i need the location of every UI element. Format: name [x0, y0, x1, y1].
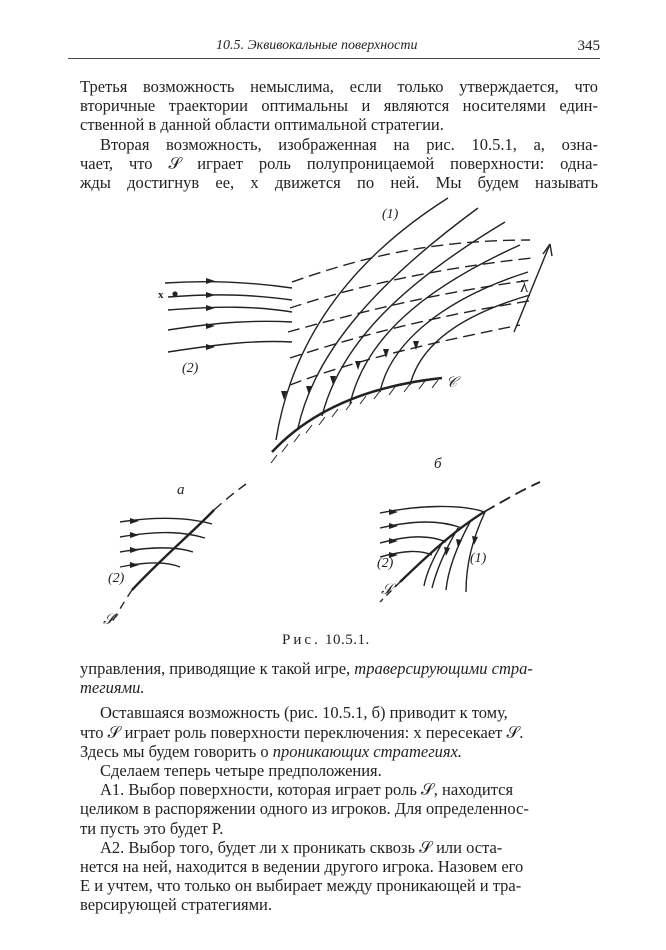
text-line: А2. Выбор того, будет ли x проникать сквозь 𝒮 или оста-	[100, 837, 503, 857]
caption-number: 10.5.1.	[325, 632, 370, 648]
text-line: чает, что 𝒮 играет роль полупроницаемой поверхности: одна-	[80, 153, 598, 173]
left-arrows	[206, 278, 215, 350]
figure-caption	[282, 632, 370, 649]
text-line: нется на ней, находится в ведении другого игрока. Назовем его	[80, 857, 524, 877]
text-line: версирующей стратегиями.	[80, 895, 273, 915]
label-curve2-a: (2)	[108, 571, 125, 586]
text-line	[80, 678, 598, 697]
trajectories-1	[276, 198, 530, 440]
text-line: что 𝒮 играет роль поверхности переключения: x пересекает 𝒮.	[80, 722, 524, 742]
page-number: 345	[577, 38, 600, 54]
running-title: 10.5. Эквивокальные поверхности	[216, 38, 418, 53]
label-curve2-b: (2)	[377, 556, 394, 571]
text-line: E и учтем, что только он выбирает между проникающей и тра-	[80, 876, 522, 896]
label-lambda: λ	[520, 277, 529, 296]
text-emphasis: тегиями.	[80, 678, 145, 698]
figure-lower-a	[103, 482, 246, 628]
boundary-hatching	[271, 380, 438, 463]
figure-lower-b	[377, 482, 540, 602]
paragraph-bottom	[80, 659, 598, 915]
label-panel-a: а	[177, 482, 185, 498]
label-surface-b: 𝒮	[381, 582, 393, 598]
figure-upper	[158, 198, 552, 472]
text-line: ственной в данной области оптимальной стратегии.	[80, 115, 444, 135]
x-point	[172, 291, 177, 296]
text-emphasis: проникающих стратегиях.	[272, 741, 463, 761]
text-line: жды достигнув ее, x движется по ней. Мы будем называть	[80, 173, 598, 193]
label-curve2-top: (2)	[182, 361, 199, 376]
text-line	[80, 659, 598, 678]
label-surface-a: 𝒮	[103, 612, 115, 628]
text-emphasis: траверсирующими стра-	[354, 659, 533, 678]
text-line	[80, 742, 598, 761]
trajectory-arrows	[281, 341, 419, 400]
text-line: Третья возможность немыслима, если только утверждается, что	[80, 77, 598, 96]
boundary-curve-c	[272, 378, 442, 452]
text-line: А1. Выбор поверхности, которая играет роль 𝒮, находится	[100, 780, 514, 800]
label-curve1-b: (1)	[470, 551, 487, 566]
text-run: управления, приводящие к такой игре,	[80, 659, 355, 678]
text-line: целиком в распоряжении одного из игроков. Для определеннос-	[80, 799, 529, 819]
text-line: ти пусть это будет P.	[80, 818, 224, 838]
text-line: Сделаем теперь четыре предположения.	[100, 761, 382, 781]
text-line: вторичные траектории оптимальны и являются носителями един-	[80, 96, 598, 116]
left-trajectories	[165, 282, 292, 352]
caption-prefix: Рис.	[282, 632, 321, 648]
label-curve1-top: (1)	[382, 207, 399, 222]
text-line: Вторая возможность, изображенная на рис. 10.5.1, а, озна-	[100, 134, 598, 154]
text-run: Здесь мы будем говорить о	[80, 741, 273, 761]
text-line: Оставшаяся возможность (рис. 10.5.1, б) приводит к тому,	[100, 703, 508, 723]
label-panel-b: б	[434, 456, 442, 472]
label-boundary: 𝒞	[446, 375, 457, 391]
label-x: x	[158, 289, 164, 301]
